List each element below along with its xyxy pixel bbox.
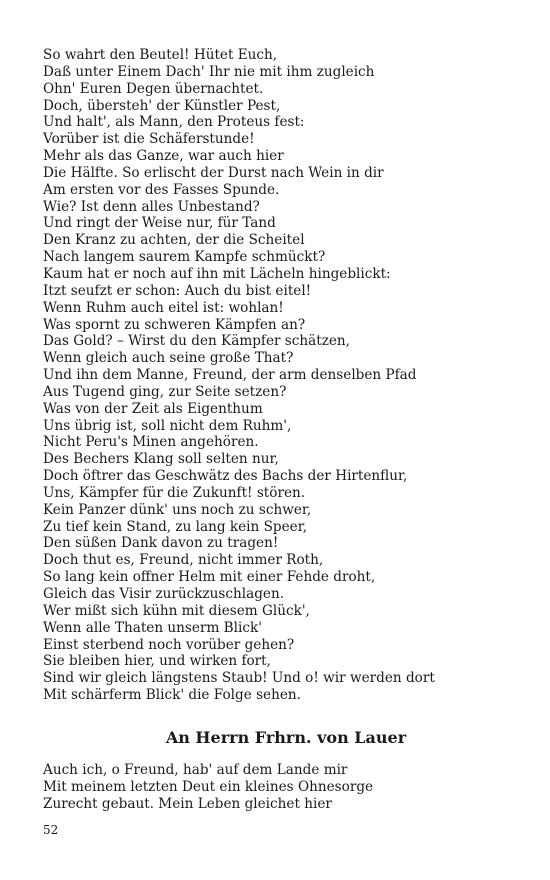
poem-line: Nicht Peru's Minen angehören. xyxy=(43,434,259,451)
poem-line: Mit meinem letzten Deut ein kleines Ohnesorge xyxy=(43,778,374,795)
poem-line: Uns übrig ist, soll nicht dem Ruhm', xyxy=(43,417,292,434)
poem-line: Itzt seufzt er schon: Auch du bist eitel! xyxy=(43,282,312,299)
book-page xyxy=(43,47,513,812)
poem-body xyxy=(43,762,513,813)
poem-title: An Herrn Frhrn. von Lauer xyxy=(165,727,407,747)
poem-line: Doch, übersteh' der Künstler Pest, xyxy=(43,97,281,114)
poem-line: Am ersten vor des Fasses Spunde. xyxy=(43,181,280,198)
poem-line: So lang kein offner Helm mit einer Fehde droht, xyxy=(43,569,376,586)
poem-line: Und ringt der Weise nur, für Tand xyxy=(43,215,276,232)
poem-line: Mehr als das Ganze, war auch hier xyxy=(43,148,284,165)
poem-line: So wahrt den Beutel! Hütet Euch, xyxy=(43,47,278,63)
page-number: 52 xyxy=(43,823,59,837)
poem-line: Wer mißt sich kühn mit diesem Glück', xyxy=(43,602,310,619)
poem-line: Den Kranz zu achten, der die Scheitel xyxy=(43,232,305,249)
poem-line: Auch ich, o Freund, hab' auf dem Lande mir xyxy=(43,761,348,778)
poem-line: Die Hälfte. So erlischt der Durst nach Wein in dir xyxy=(43,164,384,181)
poem-line: Das Gold? – Wirst du den Kämpfer schätzen, xyxy=(43,333,351,350)
poem-line: Sind wir gleich längstens Staub! Und o! wir werden dort xyxy=(43,670,435,687)
poem-line: Den süßen Dank davon zu tragen! xyxy=(43,535,279,552)
poem-line: Des Bechers Klang soll selten nur, xyxy=(43,451,279,468)
poem-line: Kein Panzer dünk' uns noch zu schwer, xyxy=(43,501,312,518)
poem-line: Wenn gleich auch seine große That? xyxy=(43,350,294,367)
poem-line: Wie? Ist denn alles Unbestand? xyxy=(43,198,260,215)
poem-continuation xyxy=(43,47,513,704)
poem-line: Uns, Kämpfer für die Zukunft! stören. xyxy=(43,484,306,501)
poem-line: Zu tief kein Stand, zu lang kein Speer, xyxy=(43,518,308,535)
poem-line: Vorüber ist die Schäferstunde! xyxy=(43,131,255,148)
poem-line: Wenn alle Thaten unserm Blick' xyxy=(43,619,262,636)
poem-line: Wenn Ruhm auch eitel ist: wohlan! xyxy=(43,299,284,316)
poem-line: Sie bleiben hier, und wirken fort, xyxy=(43,653,271,670)
poem-line: Doch thut es, Freund, nicht immer Roth, xyxy=(43,552,324,569)
poem-line: Einst sterbend noch vorüber gehen? xyxy=(43,636,295,653)
poem-line: Und ihn dem Manne, Freund, der arm denselben Pfad xyxy=(43,367,417,384)
poem-line: Ohn' Euren Degen übernachtet. xyxy=(43,80,264,97)
poem-line: Und halt', als Mann, den Proteus fest: xyxy=(43,114,305,131)
poem-line: Was von der Zeit als Eigenthum xyxy=(43,400,263,417)
poem-line: Doch öftrer das Geschwätz des Bachs der Hirtenflur, xyxy=(43,468,408,485)
poem-line: Kaum hat er noch auf ihn mit Lächeln hingeblickt: xyxy=(43,265,391,282)
poem-line: Mit schärferm Blick' die Folge sehen. xyxy=(43,687,301,704)
poem-line: Aus Tugend ging, zur Seite setzen? xyxy=(43,383,287,400)
poem-line: Daß unter Einem Dach' Ihr nie mit ihm zugleich xyxy=(43,63,375,80)
poem-line: Was spornt zu schweren Kämpfen an? xyxy=(43,316,306,333)
poem-line: Zurecht gebaut. Mein Leben gleichet hier xyxy=(43,795,332,812)
poem-line: Nach langem saurem Kampfe schmückt? xyxy=(43,249,326,266)
poem-line: Gleich das Visir zurückzuschlagen. xyxy=(43,586,285,602)
